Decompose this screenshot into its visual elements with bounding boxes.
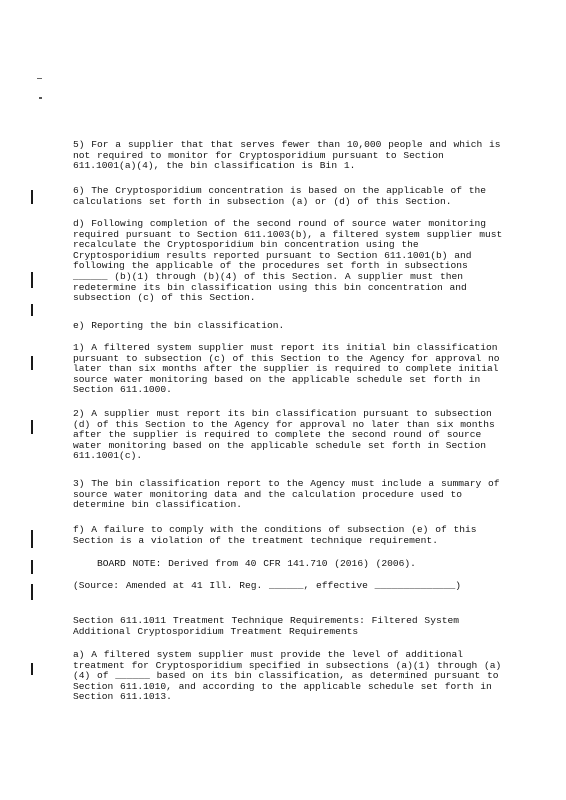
section-heading: Section 611.1011 Treatment Technique Requirements: Filtered System Additional Cryptosporidium Treatment Requirements xyxy=(73,615,459,637)
change-bar xyxy=(31,530,33,548)
paragraph-5: 5) For a supplier that that serves fewer than 10,000 people and which is not required to monitor for Cryptosporidium pursuant to Section 611.1001(a)(4), the bin classification is Bin 1. xyxy=(73,139,501,172)
paragraph-e: e) Reporting the bin classification. xyxy=(73,320,285,331)
paragraph-d: d) Following completion of the second round of source water monitoring required pursuant to Section 611.1003(b), a filtered system supplier must recalculate the Cryptosporidium bin concentration using the Cryptosporidium results reported pursuant to Section 611.1001(b) and following the applicable of the procedures set forth in subsections ______ (b)(1) through (b)(4) of this Section. A supplier must then redetermine its bin classification using this bin concentration and subsection (c) of this Section. xyxy=(73,218,503,304)
paragraph-e-3: 3) The bin classification report to the Agency must include a summary of source water monitoring data and the calculation procedure used to determine bin classification. xyxy=(73,478,500,511)
change-bar xyxy=(31,663,33,675)
change-bar xyxy=(31,584,33,600)
paragraph-a: a) A filtered system supplier must provide the level of additional treatment for Cryptosporidium specified in subsections (a)(1) through (a)(4) of ______ based on its bin classification, as determined pursuant to Section 611.1010, and according to the applicable schedule set forth in Section 611.1013. xyxy=(73,649,502,703)
change-bar xyxy=(31,420,33,434)
change-bar xyxy=(31,190,33,204)
board-note: BOARD NOTE: Derived from 40 CFR 141.710 (2016) (2006). xyxy=(97,558,416,569)
change-bar xyxy=(31,356,33,370)
change-bar xyxy=(31,560,33,574)
scan-speck xyxy=(39,97,42,99)
source-note: (Source: Amended at 41 Ill. Reg. ______, effective ______________) xyxy=(73,580,461,591)
paragraph-f: f) A failure to comply with the conditions of subsection (e) of this Section is a violation of the treatment technique requirement. xyxy=(73,524,477,546)
change-bar xyxy=(31,272,33,288)
change-bar xyxy=(31,304,33,316)
paragraph-6: 6) The Cryptosporidium concentration is based on the applicable of the calculations set forth in subsection (a) or (d) of this Section. xyxy=(73,185,487,207)
paragraph-e-2: 2) A supplier must report its bin classification pursuant to subsection (d) of this Section to the Agency for approval no later than six months after the supplier is required to complete the second round of source water monitoring based on the applicable schedule set forth in Section 611.1001(c). xyxy=(73,408,495,462)
scan-speck xyxy=(37,78,42,79)
paragraph-e-1: 1) A filtered system supplier must report its initial bin classification pursuant to subsection (c) of this Section to the Agency for approval no later than six months after the supplier is required to complete initial source water monitoring based on the applicable schedule set forth in Section 611.1000. xyxy=(73,342,500,396)
